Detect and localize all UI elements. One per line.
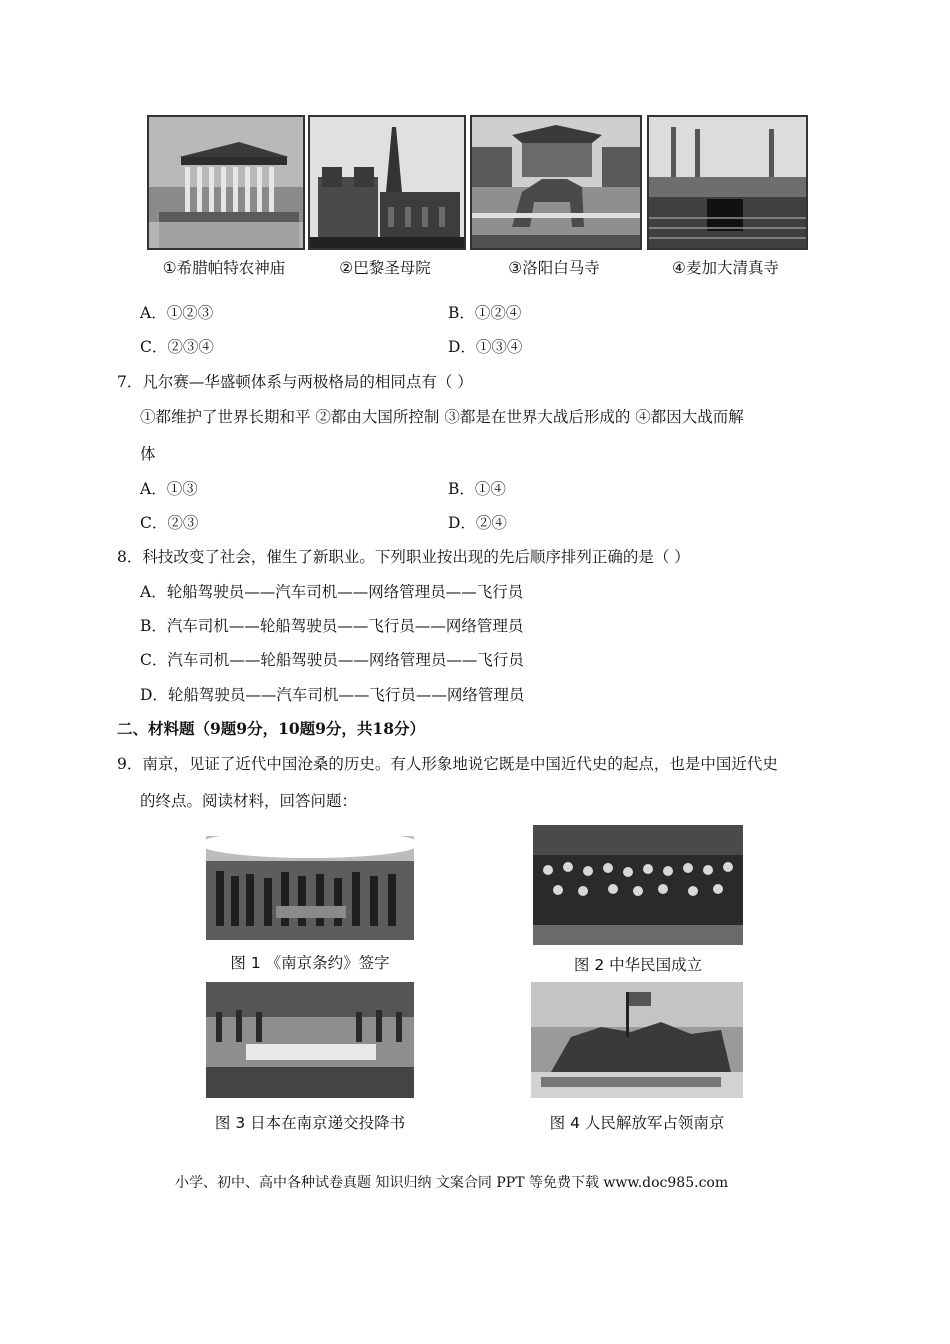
photo-caption-4: ④麦加大清真寺 (672, 259, 779, 277)
pla-nanjing-photo (531, 982, 743, 1098)
q7-statements-line2: 体 (140, 445, 156, 463)
q8-option-b: B．汽车司机——轮船驾驶员——飞行员——网络管理员 (140, 617, 524, 635)
q8-option-a: A．轮船驾驶员——汽车司机——网络管理员——飞行员 (140, 583, 524, 601)
q6-option-b: B．①②④ (448, 304, 522, 322)
q6-option-d: D．①③④ (448, 338, 523, 356)
page-footer: 小学、初中、高中各种试卷真题 知识归纳 文案合同 PPT 等免费下载 www.doc985.com (175, 1175, 729, 1191)
q7-option-c: C．②③ (140, 514, 199, 532)
parthenon-photo (147, 115, 305, 250)
white-horse-temple-photo (470, 115, 642, 250)
q7-statements-line1: ①都维护了世界长期和平 ②都由大国所控制 ③都是在世界大战后形成的 ④都因大战而解 (140, 408, 744, 426)
figure-caption-4: 图 4 人民解放军占领南京 (549, 1114, 725, 1132)
section-title: 二、材料题（9题9分，10题9分，共18分） (117, 719, 425, 738)
japan-surrender-photo (206, 982, 414, 1098)
mecca-mosque-photo (647, 115, 808, 250)
notre-dame-photo (308, 115, 466, 250)
roc-founding-photo (533, 825, 743, 945)
photo-caption-3: ③洛阳白马寺 (508, 259, 600, 277)
q7-option-d: D．②④ (448, 514, 507, 532)
q8-stem: 8．科技改变了社会，催生了新职业。下列职业按出现的先后顺序排列正确的是（ ） (117, 548, 690, 566)
q8-option-c: C．汽车司机——轮船驾驶员——网络管理员——飞行员 (140, 651, 524, 669)
q7-option-a: A．①③ (140, 480, 198, 498)
figure-caption-3: 图 3 日本在南京递交投降书 (214, 1114, 406, 1132)
treaty-signing-photo (206, 836, 414, 940)
figure-caption-2: 图 2 中华民国成立 (573, 956, 703, 974)
q7-option-b: B．①④ (448, 480, 506, 498)
q6-option-a: A．①②③ (140, 304, 214, 322)
q9-stem-line1: 9．南京，见证了近代中国沧桑的历史。有人形象地说它既是中国近代史的起点，也是中国近代史 (117, 755, 778, 773)
q8-option-d: D．轮船驾驶员——汽车司机——飞行员——网络管理员 (140, 686, 525, 704)
photo-caption-1: ①希腊帕特农神庙 (162, 259, 286, 277)
photo-caption-2: ②巴黎圣母院 (339, 259, 431, 277)
figure-caption-1: 图 1 《南京条约》签字 (230, 954, 390, 972)
q6-option-c: C．②③④ (140, 338, 214, 356)
q9-stem-line2: 的终点。阅读材料，回答问题： (140, 792, 358, 810)
q7-stem: 7．凡尔赛—华盛顿体系与两极格局的相同点有（ ） (117, 373, 473, 391)
